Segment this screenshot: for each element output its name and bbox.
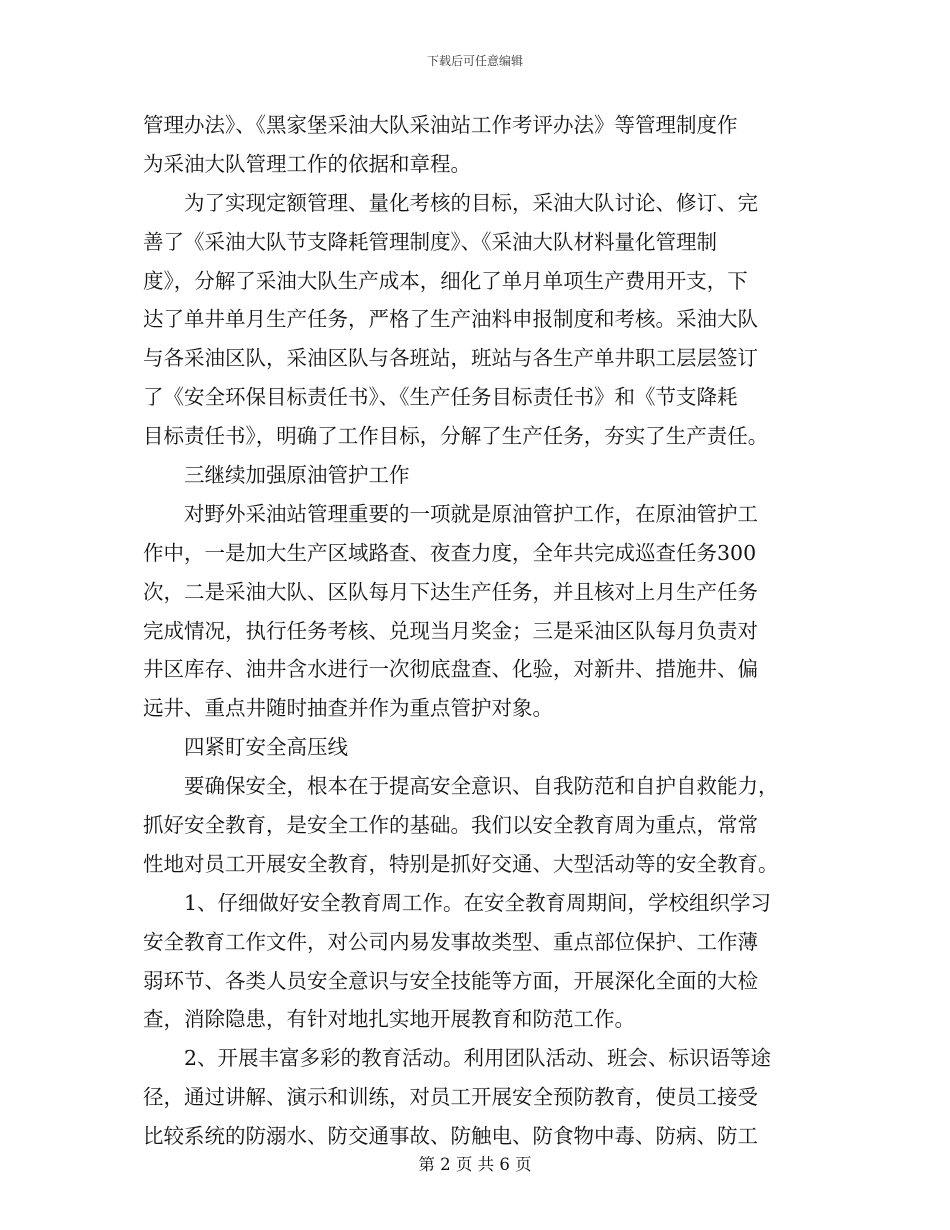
text-line: 完成情况，执行任务考核、兑现当月奖金；三是采油区队每月负责对 bbox=[143, 618, 758, 643]
text-line: 弱环节、各类人员安全意识与安全技能等方面，开展深化全面的大检 bbox=[143, 968, 758, 993]
text-line: 为采油大队管理工作的依据和章程。 bbox=[143, 151, 471, 176]
text-line: 比较系统的防溺水、防交通事故、防触电、防食物中毒、防病、防工 bbox=[143, 1124, 758, 1149]
text-line: 善了《采油大队节支降耗管理制度》、《采油大队材料量化管理制 bbox=[143, 229, 717, 254]
text-line: 对野外采油站管理重要的一项就是原油管护工作，在原油管护工 bbox=[184, 501, 758, 526]
text-line: 1、仔细做好安全教育周工作。在安全教育周期间，学校组织学习 bbox=[184, 890, 772, 915]
text-line: 三继续加强原油管护工作 bbox=[184, 463, 410, 488]
text-line: 四紧盯安全高压线 bbox=[184, 735, 348, 760]
text-line: 要确保安全，根本在于提高安全意识、自我防范和自护自救能力， bbox=[184, 774, 779, 799]
text-line: 为了实现定额管理、量化考核的目标，采油大队讨论、修订、完 bbox=[184, 190, 758, 215]
text-line: 井区库存、油井含水进行一次彻底盘查、化验，对新井、措施井、偏 bbox=[143, 657, 758, 682]
page-number-footer: 第 2 页 共 6 页 bbox=[418, 1155, 532, 1174]
document-body bbox=[143, 106, 807, 1156]
text-line: 作中，一是加大生产区域路查、夜查力度，全年共完成巡查任务300 bbox=[143, 540, 757, 565]
text-line: 与各采油区队，采油区队与各班站，班站与各生产单井职工层层签订 bbox=[143, 346, 758, 371]
text-line: 管理办法》、《黑家堡采油大队采油站工作考评办法》等管理制度作 bbox=[143, 113, 738, 137]
text-line: 了《安全环保目标责任书》、《生产任务目标责任书》和《节支降耗 bbox=[143, 385, 738, 410]
text-line: 径，通过讲解、演示和训练，对员工开展安全预防教育，使员工接受 bbox=[143, 1085, 758, 1110]
text-line: 性地对员工开展安全教育，特别是抓好交通、大型活动等的安全教育。 bbox=[143, 851, 779, 876]
page-header: 下载后可任意编辑 bbox=[426, 54, 523, 68]
text-line: 抓好安全教育，是安全工作的基础。我们以安全教育周为重点，常常 bbox=[143, 813, 758, 838]
text-line: 2、开展丰富多彩的教育活动。利用团队活动、班会、标识语等途 bbox=[184, 1046, 772, 1071]
text-line: 次，二是采油大队、区队每月下达生产任务，并且核对上月生产任务 bbox=[143, 579, 758, 604]
text-line: 达了单井单月生产任务，严格了生产油料申报制度和考核。采油大队 bbox=[143, 307, 758, 332]
text-line: 查，消除隐患，有针对地扎实地开展教育和防范工作。 bbox=[143, 1007, 635, 1032]
text-line: 安全教育工作文件，对公司内易发事故类型、重点部位保护、工作薄 bbox=[143, 929, 758, 954]
text-line: 目标责任书》，明确了工作目标，分解了生产任务，夯实了生产责任。 bbox=[143, 424, 769, 449]
text-line: 远井、重点井随时抽查并作为重点管护对象。 bbox=[143, 696, 553, 721]
text-line: 度》，分解了采油大队生产成本，细化了单月单项生产费用开支，下 bbox=[143, 268, 748, 293]
